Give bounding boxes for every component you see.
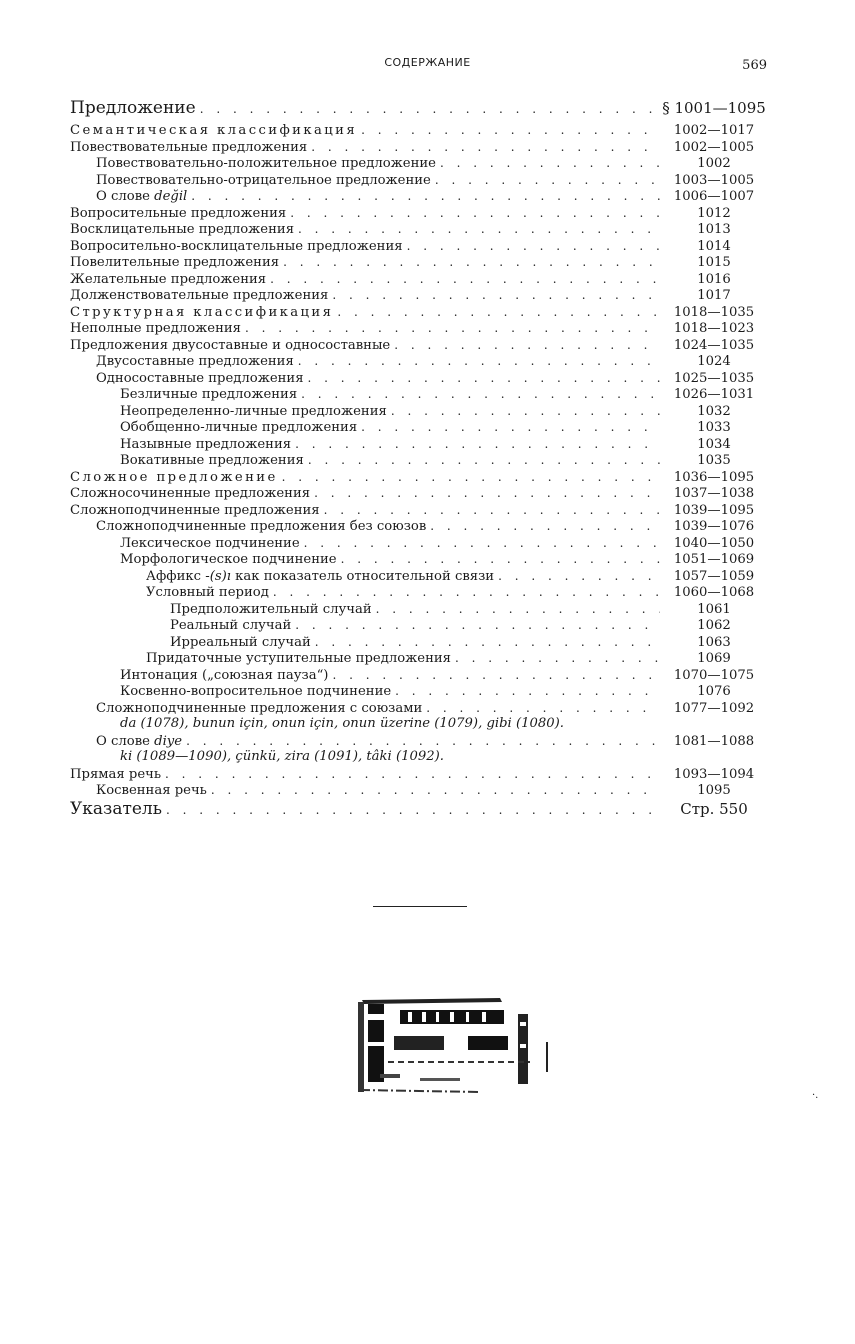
toc-entry-label: Односоставные предложения [96,370,304,386]
toc-entry-label: Безличные предложения [120,387,298,402]
dot-leader [304,370,660,387]
toc-entry [70,535,768,552]
dot-leader [187,188,660,205]
toc-entry-label: Предположительный случай [170,601,372,617]
toc-entry-label: Повелительные предложения [70,255,280,270]
toc-entry-paragraphs: 1036—1095 [673,469,755,485]
toc-entry [70,634,768,651]
dot-leader [300,535,660,552]
toc-entry-paragraphs: 1018—1023 [673,321,755,336]
toc-entry-label: Реальный случай [170,618,292,633]
toc-entry [70,551,768,568]
toc-entry-label: Ирреальный случай [170,634,311,650]
dot-leader [436,155,660,172]
dot-leader [337,551,660,568]
toc-entry-label: Интонация („союзная пауза“) [120,667,329,683]
toc-entry-paragraphs: 1040—1050 [673,535,755,551]
toc-entry-label: Повествовательно-положительное предложение [96,156,436,171]
toc-entry [70,139,768,156]
toc-entry-paragraphs: 1032 [697,403,731,419]
toc-entry [70,436,768,453]
toc-entry [70,617,768,634]
dot-leader [431,172,660,189]
toc-entry-label: Аффикс -(s)ı как показатель относительной связи [146,568,495,584]
section-divider [373,906,467,907]
dot-leader [269,584,660,601]
dot-leader [328,667,660,684]
toc-entry [70,667,768,684]
toc-entry [70,650,768,667]
toc-entry [70,518,768,535]
dot-leader [387,403,660,420]
toc-entry [70,353,768,370]
toc-entry-label: Предложения двусоставные и односоставные [70,337,391,353]
toc-entry-label: Сложноподчиненные предложения без союзов [96,519,427,534]
dot-leader [357,419,660,436]
toc-entry-paragraphs: 1060—1068 [673,585,755,600]
dot-leader [196,99,660,119]
toc-entry-paragraphs: 1024—1035 [673,337,755,353]
toc-entry [70,419,768,436]
dot-leader [278,469,660,486]
toc-entry [70,452,768,469]
dot-leader [241,320,660,337]
toc-entry [70,271,768,288]
toc-entry-label: Прямая речь [70,766,162,782]
toc-entry-label: Морфологическое подчинение [120,552,337,567]
toc-entry-label: Предложение [70,98,196,118]
toc-entry [70,584,768,601]
dot-leader [403,238,660,255]
toc-entry [70,155,768,172]
toc-entry [70,799,768,819]
toc-entry-label: Вопросительно-восклицательные предложения [70,238,403,254]
toc-entry [70,320,768,337]
toc-entry [70,601,768,618]
dot-leader [294,353,660,370]
toc-entry-paragraphs: 1035 [697,453,731,468]
toc-entry-label: Придаточные уступительные предложения [146,651,451,666]
dot-leader [372,601,660,618]
toc-entry [70,766,768,783]
toc-entry-paragraphs: 1017 [697,288,731,303]
toc-entry-paragraphs: 1018—1035 [673,304,755,320]
dot-leader [451,650,660,667]
toc-entry-paragraphs: 1070—1075 [673,667,755,683]
running-head: СОДЕРЖАНИЕ [384,56,471,69]
toc-entry-label: Обобщенно-личные предложения [120,420,358,435]
toc-entry-paragraphs: 1016 [697,271,731,287]
toc-entry-label: Косвенная речь [96,783,207,798]
dot-leader [328,287,660,304]
dot-leader [279,254,660,271]
toc-entry-label: Повествовательные предложения [70,139,308,155]
toc-entry [70,485,768,502]
toc-entry-paragraphs: 1069 [697,651,731,666]
toc-entry [70,337,768,354]
toc-entry-label: da (1078), bunun için, onun için, onun üzerine (1079), gibi (1080). [120,716,565,731]
toc-entry-paragraphs: 1015 [697,255,731,270]
toc-entry-paragraphs: 1076 [697,684,731,699]
toc-entry-label: Косвенно-вопросительное подчинение [120,684,392,699]
toc-entry-label: Двусоставные предложения [96,354,294,369]
toc-entry [70,370,768,387]
dot-leader [390,337,660,354]
toc-entry-label: Лексическое подчинение [120,535,300,551]
toc-entry-paragraphs: 1037—1038 [673,486,755,501]
toc-entry-paragraphs: 1057—1059 [673,568,755,584]
toc-entry-label: О слове diye [96,733,183,749]
dot-leader [291,436,660,453]
toc-entry-label: ki (1089—1090), çünkü, zira (1091), tâki (1092). [120,749,444,764]
dot-leader [494,568,660,585]
dot-leader [286,205,660,222]
toc-entry-paragraphs: 1024 [697,354,731,369]
toc-entry-paragraphs: 1081—1088 [673,733,755,749]
toc-entry-label: Сложноподчиненные предложения [70,502,320,518]
page-number: 569 [742,58,767,73]
dot-leader [320,502,660,519]
dot-leader [304,452,660,469]
toc-entry-paragraphs: 1003—1005 [673,172,755,188]
toc-entry [70,749,768,766]
toc-entry-paragraphs: 1014 [697,238,731,254]
toc-entry-label: О слове değil [96,189,188,204]
toc-entry-paragraphs: § 1001—1095 [662,99,766,117]
dot-leader [182,733,660,750]
toc-entry [70,469,768,486]
dot-leader [307,139,660,156]
toc-entry-label: Долженствовательные предложения [70,288,329,303]
toc-entry-label: Восклицательные предложения [70,222,295,237]
toc-entry-paragraphs: 1051—1069 [673,552,755,567]
dot-leader [162,800,660,820]
toc-entry-paragraphs: 1033 [697,420,731,435]
toc-entry-label: Сложноподчиненные предложения с союзами [96,700,423,716]
toc-entry-paragraphs: 1034 [697,436,731,452]
toc-entry-label: Условный период [146,585,269,600]
toc-entry-paragraphs: Стр. 550 [680,799,748,818]
toc-entry-paragraphs: 1077—1092 [673,700,755,716]
toc-entry-label: Сложное предложение [70,469,278,485]
dot-leader [291,617,660,634]
toc-entry-label: Неопределенно-личные предложения [120,403,387,419]
toc-entry [70,568,768,585]
toc-entry [70,205,768,222]
dot-leader [297,386,660,403]
toc-entry-label: Сложносочиненные предложения [70,486,311,501]
toc-entry-paragraphs: 1025—1035 [673,370,755,386]
toc-entry [70,188,768,205]
toc-entry [70,122,768,139]
dot-leader [311,634,660,651]
dot-leader [266,271,660,288]
toc-entry-paragraphs: 1002 [697,156,731,171]
dot-leader [357,122,660,139]
dot-leader [310,485,660,502]
toc-entry-label: Желательные предложения [70,271,267,287]
toc-entry [70,716,768,733]
toc-entry-paragraphs: 1039—1076 [673,519,755,534]
toc-entry-paragraphs: 1002—1017 [673,123,755,138]
toc-entry-paragraphs: 1013 [697,222,731,237]
toc-entry [70,98,768,122]
toc-entry-paragraphs: 1039—1095 [673,502,755,518]
toc-entry [70,304,768,321]
toc-entry [70,172,768,189]
toc-entry-label: Указатель [70,798,162,819]
table-of-contents [70,98,768,819]
library-stamp-icon [350,992,560,1102]
toc-entry-paragraphs: 1026—1031 [673,387,755,402]
toc-entry [70,386,768,403]
toc-entry [70,287,768,304]
toc-entry [70,254,768,271]
toc-entry-paragraphs: 1002—1005 [673,139,755,155]
toc-entry-paragraphs: 1063 [697,634,731,650]
dot-leader [333,304,660,321]
toc-entry [70,782,768,799]
toc-entry-paragraphs: 1061 [697,601,731,617]
toc-entry-label: Повествовательно-отрицательное предложение [96,172,431,188]
toc-entry-paragraphs: 1095 [697,783,731,798]
toc-entry [70,221,768,238]
dot-leader [422,700,660,717]
dot-leader [294,221,660,238]
toc-entry [70,733,768,750]
dot-leader [426,518,660,535]
toc-entry [70,238,768,255]
toc-entry-paragraphs: 1093—1094 [673,766,755,782]
toc-entry [70,700,768,717]
toc-entry [70,683,768,700]
dot-leader [207,782,660,799]
toc-entry-label: Структурная классификация [70,304,334,320]
toc-entry-label: Неполные предложения [70,321,241,336]
stray-mark: ·. [812,1090,819,1101]
dot-leader [161,766,660,783]
toc-entry [70,403,768,420]
toc-entry-label: Вопросительные предложения [70,205,287,221]
toc-entry-paragraphs: 1006—1007 [673,189,755,204]
toc-entry-paragraphs: 1062 [697,618,731,633]
dot-leader [391,683,660,700]
toc-entry-label: Семантическая классификация [70,123,358,138]
toc-entry-label: Назывные предложения [120,436,292,452]
toc-entry [70,502,768,519]
toc-entry-paragraphs: 1012 [697,205,731,221]
toc-entry-label: Вокативные предложения [120,453,304,468]
